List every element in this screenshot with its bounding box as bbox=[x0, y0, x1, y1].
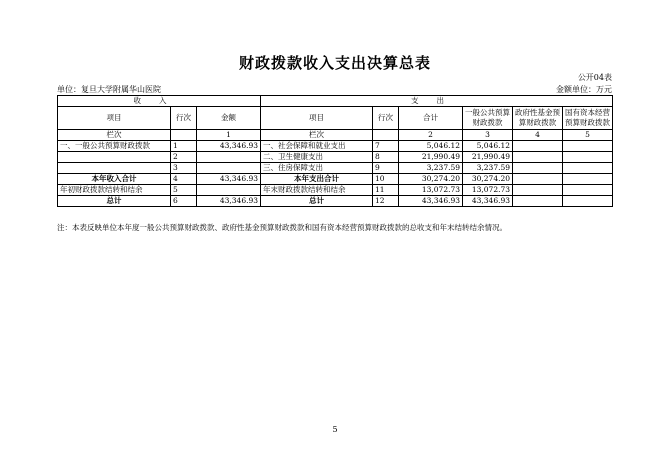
income-item: 年初财政拨款结转和结余 bbox=[58, 185, 171, 196]
expense-row-no: 8 bbox=[373, 152, 399, 163]
income-amount-header: 金额 bbox=[197, 107, 261, 130]
table-row bbox=[58, 152, 613, 163]
general-budget-value: 5,046.12 bbox=[463, 141, 513, 152]
col-index-1: 1 bbox=[197, 130, 261, 141]
expense-total: 13,072.73 bbox=[399, 185, 463, 196]
expense-total: 43,346.93 bbox=[399, 196, 463, 207]
gov-fund-value bbox=[513, 174, 563, 185]
general-budget-value: 3,237.59 bbox=[463, 163, 513, 174]
income-header: 收入 bbox=[58, 96, 261, 107]
income-amount bbox=[197, 163, 261, 174]
total-header: 合计 bbox=[399, 107, 463, 130]
form-number: 公开04表 bbox=[577, 73, 612, 82]
income-row-no: 1 bbox=[171, 141, 197, 152]
col-index-3: 3 bbox=[463, 130, 513, 141]
gov-fund-value bbox=[513, 163, 563, 174]
col-index-5: 5 bbox=[563, 130, 613, 141]
general-budget-value: 13,072.73 bbox=[463, 185, 513, 196]
state-capital-value bbox=[563, 141, 613, 152]
column-index-row bbox=[58, 130, 613, 141]
expense-item: 三、住房保障支出 bbox=[261, 163, 373, 174]
income-row-no: 4 bbox=[171, 174, 197, 185]
table-row bbox=[58, 141, 613, 152]
income-item bbox=[58, 163, 171, 174]
income-row-no-header: 行次 bbox=[171, 107, 197, 130]
expense-row-no-header: 行次 bbox=[373, 107, 399, 130]
unit-name: 单位：复旦大学附属华山医院 bbox=[57, 85, 161, 94]
header-row-2 bbox=[58, 107, 613, 130]
col-index-blank-2 bbox=[373, 130, 399, 141]
income-amount: 43,346.93 bbox=[197, 196, 261, 207]
income-row-no: 3 bbox=[171, 163, 197, 174]
income-amount bbox=[197, 152, 261, 163]
income-item-header: 项目 bbox=[58, 107, 171, 130]
income-amount: 43,346.93 bbox=[197, 141, 261, 152]
expense-item-header: 项目 bbox=[261, 107, 373, 130]
table-row bbox=[58, 174, 613, 185]
col-index-4: 4 bbox=[513, 130, 563, 141]
general-budget-value: 30,274.20 bbox=[463, 174, 513, 185]
gov-fund-value bbox=[513, 141, 563, 152]
gov-fund-value bbox=[513, 196, 563, 207]
expense-total: 30,274.20 bbox=[399, 174, 463, 185]
col-index-blank bbox=[171, 130, 197, 141]
income-amount: 43,346.93 bbox=[197, 174, 261, 185]
gov-fund-header: 政府性基金预算财政拨款 bbox=[513, 107, 563, 130]
income-row-no: 2 bbox=[171, 152, 197, 163]
amount-unit: 金额单位：万元 bbox=[556, 85, 612, 94]
expense-row-no: 7 bbox=[373, 141, 399, 152]
expense-total: 21,990.49 bbox=[399, 152, 463, 163]
income-item bbox=[58, 152, 171, 163]
expense-item: 本年支出合计 bbox=[261, 174, 373, 185]
table-row bbox=[58, 163, 613, 174]
expense-total: 5,046.12 bbox=[399, 141, 463, 152]
page-number: 5 bbox=[332, 425, 338, 434]
expense-item: 一、社会保障和就业支出 bbox=[261, 141, 373, 152]
budget-summary-table bbox=[57, 95, 613, 207]
expense-item: 总计 bbox=[261, 196, 373, 207]
col-index-label-2: 栏次 bbox=[261, 130, 373, 141]
income-item: 总计 bbox=[58, 196, 171, 207]
general-budget-header: 一般公共预算财政拨款 bbox=[463, 107, 513, 130]
col-index-label: 栏次 bbox=[58, 130, 171, 141]
expense-row-no: 12 bbox=[373, 196, 399, 207]
income-row-no: 5 bbox=[171, 185, 197, 196]
income-item: 一、一般公共预算财政拨款 bbox=[58, 141, 171, 152]
footnote: 注：本表反映单位本年度一般公共预算财政拨款、政府性基金预算财政拨款和国有资本经营预算财政拨款的总收支和年末结转结余情况。 bbox=[57, 223, 507, 232]
expense-row-no: 11 bbox=[373, 185, 399, 196]
expense-total: 3,237.59 bbox=[399, 163, 463, 174]
state-capital-value bbox=[563, 174, 613, 185]
state-capital-value bbox=[563, 185, 613, 196]
header-row-1 bbox=[58, 96, 613, 107]
state-capital-value bbox=[563, 196, 613, 207]
general-budget-value: 43,346.93 bbox=[463, 196, 513, 207]
income-item: 本年收入合计 bbox=[58, 174, 171, 185]
page-title: 财政拨款收入支出决算总表 bbox=[238, 54, 431, 72]
expense-item: 二、卫生健康支出 bbox=[261, 152, 373, 163]
state-capital-header: 国有资本经营预算财政拨款 bbox=[563, 107, 613, 130]
expense-item: 年末财政拨款结转和结余 bbox=[261, 185, 373, 196]
income-amount bbox=[197, 185, 261, 196]
gov-fund-value bbox=[513, 152, 563, 163]
gov-fund-value bbox=[513, 185, 563, 196]
expense-header: 支出 bbox=[261, 96, 613, 107]
table-row bbox=[58, 196, 613, 207]
table-row bbox=[58, 185, 613, 196]
income-row-no: 6 bbox=[171, 196, 197, 207]
state-capital-value bbox=[563, 163, 613, 174]
col-index-2: 2 bbox=[399, 130, 463, 141]
expense-row-no: 10 bbox=[373, 174, 399, 185]
state-capital-value bbox=[563, 152, 613, 163]
expense-row-no: 9 bbox=[373, 163, 399, 174]
general-budget-value: 21,990.49 bbox=[463, 152, 513, 163]
